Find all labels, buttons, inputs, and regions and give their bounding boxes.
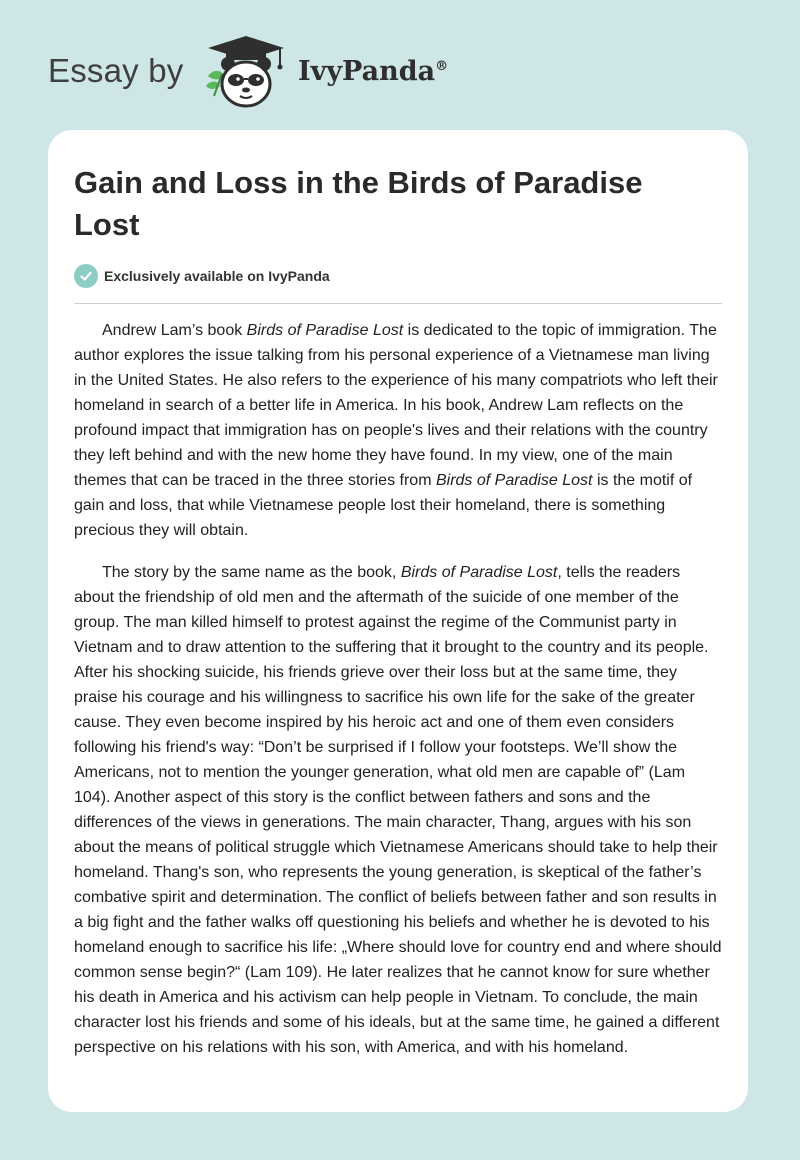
essay-body	[74, 318, 724, 1077]
page-title: Gain and Loss in the Birds of Paradise Lost	[74, 165, 643, 242]
check-circle-icon	[74, 264, 98, 288]
panda-graduate-logo-icon	[200, 34, 292, 110]
paragraph-1: Andrew Lam’s book Birds of Paradise Lost is dedicated to the topic of immigration. The author explores the issue talking from his personal experience of a Vietnamese man living in the United States. He also refers to the experience of his many compatriots who left their homeland in search of a better life in America. In his book, Andrew Lam reflects on the profound impact that immigration has on people's lives and their relations with the country they left behind and with the new home they have found. In my view, one of the main themes that can be traced in the three stories from Birds of Paradise Lost is the motif of gain and loss, that while Vietnamese people lost their homeland, there is something precious they will obtain.	[74, 322, 718, 539]
site-header	[48, 30, 548, 110]
paragraph-2: The story by the same name as the book, Birds of Paradise Lost, tells the readers about the friendship of old men and the aftermath of the suicide of one member of the group. The man killed himself to protest against the regime of the Communist party in Vietnam and to draw attention to the suffering that it brought to the country and its people. After his shocking suicide, his friends grieve over their loss but at the same time, they praise his courage and his willingness to sacrifice his own life for the sake of the greater cause. They even become inspired by his heroic act and one of them even considers following his friend's way: “Don’t be surprised if I follow your footsteps. We’ll show the Americans, not to mention the younger generation, what old men are capable of” (Lam 104). Another aspect of this story is the conflict between fathers and sons and the differences of the views in generations. The main character, Thang, argues with his son about the means of political struggle which Vietnamese Americans should take to help their homeland. Thang's son, who represents the young generation, is skeptical of the father’s combative spirit and determination. The conflict of beliefs between father and son results in a big fight and the father walks off questioning his beliefs and whether he is devoted to his homeland enough to sacrifice his life: „Where should love for country end and where should common sense begin?“ (Lam 109). He later realizes that he cannot know for sure whether his death in America and his activism can help people in Vietnam. To conclude, the main character lost his friends and some of his ideals, but at the same time, he gained a different perspective on his relations with his son, with America, and with his homeland.	[74, 564, 722, 1056]
essay-by-label: Essay by	[48, 52, 184, 89]
exclusive-label: Exclusively available on IvyPanda	[104, 268, 330, 284]
essay-card	[48, 130, 748, 1112]
exclusive-badge	[74, 263, 330, 289]
ivypanda-brand: IvyPanda®	[298, 56, 449, 87]
divider	[74, 303, 722, 304]
